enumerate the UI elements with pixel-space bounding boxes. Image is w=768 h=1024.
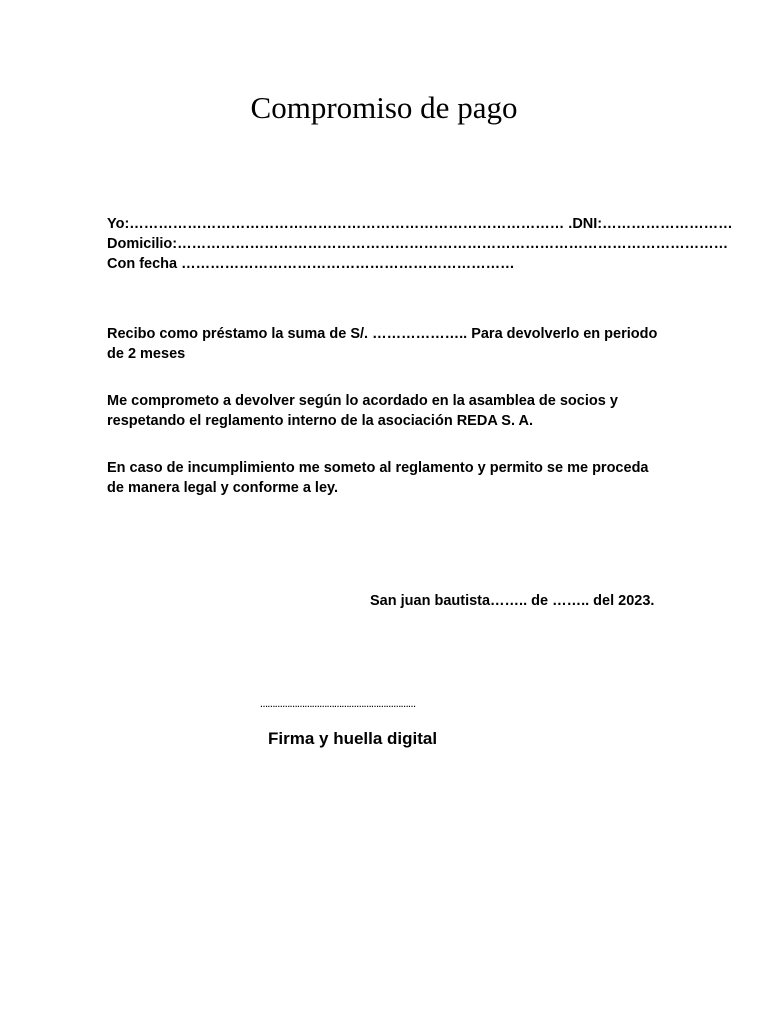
personal-data-fields [107, 214, 733, 274]
field-domicilio: Domicilio:…………………………………………………………………………………………………… [107, 236, 729, 252]
signature-line: ……………………………………………………… [260, 700, 416, 709]
loan-amount-paragraph: Recibo como préstamo la suma de S/. ……………….. Para devolverlo en periodo de 2 meses [107, 326, 658, 362]
document-title: Compromiso de pago [250, 90, 518, 125]
field-yo-dni: Yo:……………………………………………………………………………… .DNI:……………………… [107, 216, 733, 232]
field-con-fecha: Con fecha …………………………………………………………… [107, 256, 515, 272]
noncompliance-paragraph: En caso de incumplimiento me someto al reglamento y permito se me proceda de manera legal y conforme a ley. [107, 460, 649, 496]
commitment-paragraph: Me comprometo a devolver según lo acordado en la asamblea de socios y respetando el reglamento interno de la asociación REDA S. A. [107, 393, 618, 429]
place-date-line: San juan bautista…….. de …….. del 2023. [370, 593, 655, 609]
signature-caption: Firma y huella digital [268, 729, 438, 748]
